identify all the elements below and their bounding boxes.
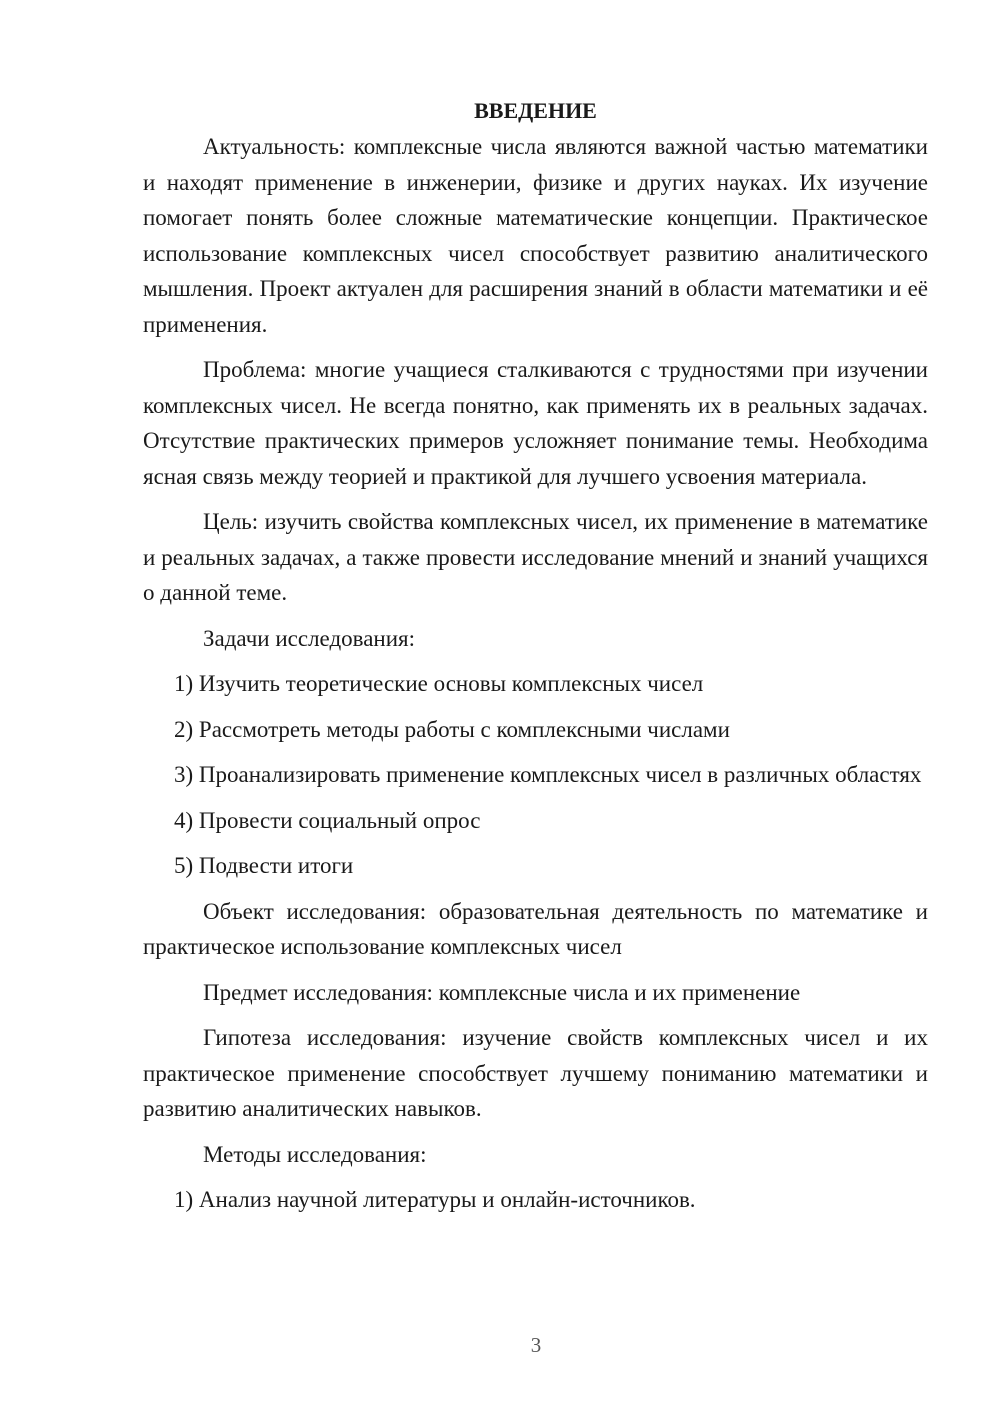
page-number: 3 <box>530 1333 542 1357</box>
subject-paragraph: Предмет исследования: комплексные числа и их применение <box>203 979 801 1005</box>
section-title: ВВЕДЕНИЕ <box>474 98 597 123</box>
task-item-3: 3) Проанализировать применение комплексных чисел в различных областях <box>174 762 922 787</box>
goal-paragraph: Цель: изучить свойства комплексных чисел, их применение в математике и реальных задачах, а также провести исследование мнений и знаний учащихся о данной теме. <box>143 509 928 605</box>
page-content <box>143 96 928 1228</box>
tasks-heading: Задачи исследования: <box>203 625 416 651</box>
task-item-5: 5) Подвести итоги <box>174 853 354 878</box>
task-item-1: 1) Изучить теоретические основы комплексных чисел <box>174 671 704 696</box>
relevance-paragraph: Актуальность: комплексные числа являются важной частью математики и находят применение в инженерии, физике и других науках. Их изучение помогает понять более сложные математические концепции. Практическое использование комплексных чисел способствует развитию аналитического мышления. Проект актуален для расширения знаний в области математики и её применения. <box>143 134 928 337</box>
problem-paragraph: Проблема: многие учащиеся сталкиваются с трудностями при изучении комплексных чисел. Не всегда понятно, как применять их в реальных задачах. Отсутствие практических примеров усложняет понимание темы. Необходима ясная связь между теорией и практикой для лучшего усвоения материала. <box>143 357 928 489</box>
methods-heading: Методы исследования: <box>203 1141 427 1167</box>
hypothesis-paragraph: Гипотеза исследования: изучение свойств комплексных чисел и их практическое применение способствует лучшему пониманию математики и развитию аналитических навыков. <box>143 1025 928 1121</box>
task-item-4: 4) Провести социальный опрос <box>174 807 481 833</box>
task-item-2: 2) Рассмотреть методы работы с комплексными числами <box>174 716 730 742</box>
method-item-1: 1) Анализ научной литературы и онлайн-источников. <box>174 1187 696 1212</box>
object-paragraph: Объект исследования: образовательная деятельность по математике и практическое использование комплексных чисел <box>143 898 928 959</box>
